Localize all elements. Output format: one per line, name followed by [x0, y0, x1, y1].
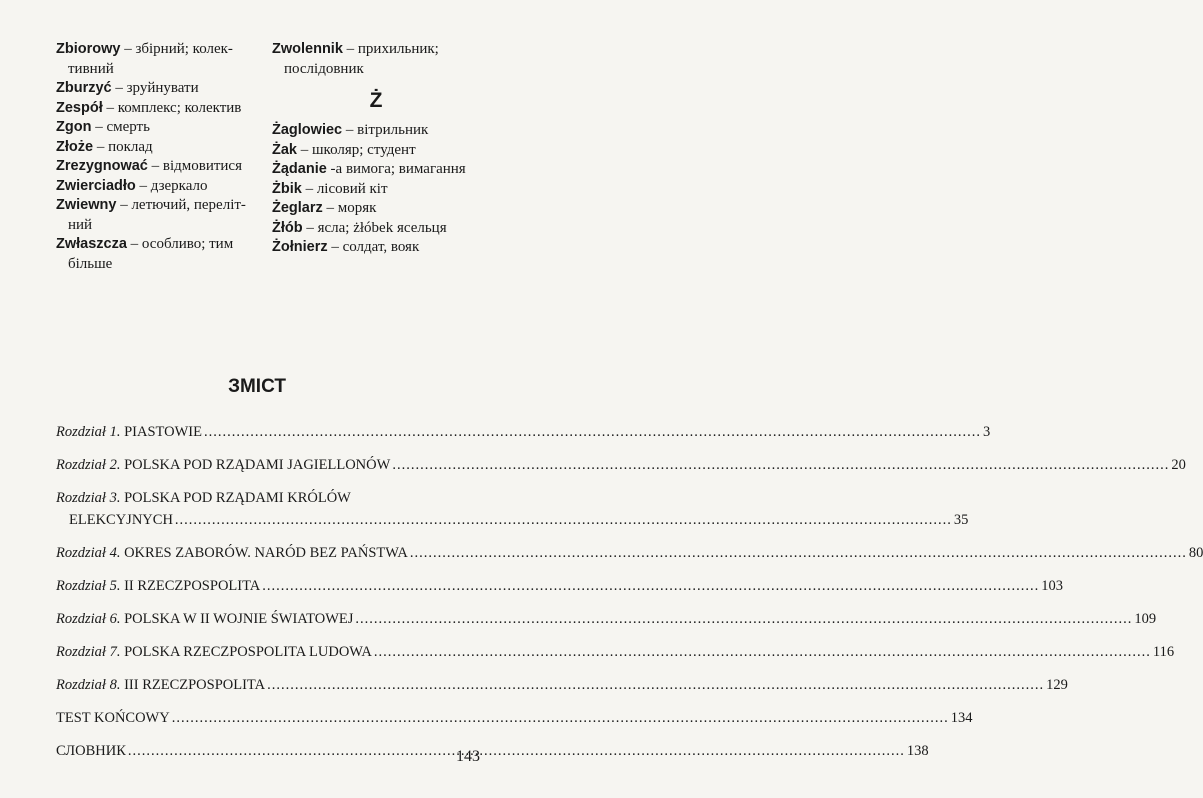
toc-leader-dots: [355, 611, 1132, 628]
toc-page-number: 129: [1046, 677, 1068, 693]
entry-word: Zwierciadło: [56, 177, 136, 194]
toc-section-title: TEST KOŃCOWY: [56, 710, 170, 726]
glossary-entry: [56, 118, 256, 138]
entry-word: Zbiorowy: [56, 41, 121, 57]
toc-entry[interactable]: [56, 578, 1064, 600]
page-number: 143: [456, 748, 480, 765]
toc-section-title: СЛОВНИК: [56, 743, 126, 759]
entry-separator: –: [111, 80, 127, 96]
toc-page-number: 109: [1134, 611, 1157, 627]
toc-entry-lead: [56, 644, 372, 661]
glossary-entry: [56, 138, 256, 158]
entry-word: Żądanie: [272, 161, 327, 177]
entry-separator: –: [302, 219, 318, 236]
entry-word: Zwolennik: [272, 41, 343, 57]
glossary-entry: [272, 180, 480, 200]
entry-word: Zespół: [56, 99, 103, 116]
entry-definition-continued: ний: [68, 216, 93, 233]
toc-leader-dots: [128, 743, 905, 760]
entry-definition: прихильник;: [357, 41, 439, 57]
toc-entry[interactable]: [56, 710, 973, 732]
glossary-entry: [56, 40, 256, 79]
glossary-entry: [272, 40, 480, 79]
toc-entry-lead: [56, 545, 408, 562]
entry-word: Żłób: [272, 219, 303, 236]
entry-definition: моряк: [337, 200, 377, 216]
entry-definition: поклад: [108, 138, 153, 155]
entry-definition: а вимога; вимагання: [335, 161, 466, 177]
toc-leader-dots: [392, 457, 1169, 474]
entry-word: Żaglowiec: [272, 122, 343, 138]
toc-chapter-title: POLSKA POD RZĄDAMI JAGIELLONÓW: [124, 457, 391, 473]
glossary-entry: [56, 79, 256, 99]
entry-separator: –: [93, 138, 109, 155]
entry-separator: –: [297, 141, 312, 158]
entry-separator: –: [342, 122, 358, 138]
toc-chapter-title: PIASTOWIE: [124, 424, 202, 440]
glossary-entry: [272, 121, 480, 141]
toc-title: ЗМІСТ: [228, 376, 286, 397]
entry-definition: вітрильник: [357, 122, 429, 138]
entry-separator: –: [91, 119, 107, 135]
toc-chapter-prefix: Rozdział 7.: [56, 644, 121, 660]
toc-page-number: 80: [1188, 545, 1203, 561]
toc-entry[interactable]: [56, 490, 969, 534]
glossary-entry: [56, 157, 256, 177]
glossary-entry: [56, 99, 256, 119]
entry-separator: –: [126, 236, 142, 252]
toc-chapter-prefix: Rozdział 2.: [56, 457, 121, 473]
entry-word: Żołnierz: [272, 239, 328, 255]
toc-chapter-title: POLSKA RZECZPOSPOLITA LUDOWA: [124, 644, 372, 660]
toc-entry[interactable]: [56, 611, 1157, 633]
entry-separator: –: [327, 239, 343, 255]
toc-entry[interactable]: [56, 644, 1175, 666]
entry-definition: комплекс; колектив: [117, 99, 242, 116]
entry-definition: ясла; żłóbek ясельця: [317, 219, 447, 236]
entry-definition-continued: тивний: [68, 60, 114, 77]
toc-entry[interactable]: [56, 424, 991, 446]
glossary-left-column: [56, 40, 256, 274]
entry-separator: –: [135, 177, 151, 194]
toc-chapter-prefix: Rozdział 6.: [56, 611, 121, 627]
entry-definition: особливо; тим: [141, 236, 234, 252]
entry-separator: –: [102, 99, 118, 116]
entry-definition: дзеркало: [150, 177, 208, 194]
toc-chapter-prefix: Rozdział 3.: [56, 490, 121, 506]
toc-chapter-title: III RZECZPOSPOLITA: [124, 677, 266, 693]
toc-leader-dots: [374, 644, 1151, 661]
toc-leader-dots: [204, 424, 981, 441]
toc-page-number: 134: [950, 710, 973, 726]
glossary-entry: [56, 196, 256, 235]
entry-word: Zwłaszcza: [56, 236, 127, 252]
glossary-entry: [56, 235, 256, 274]
entry-word: Żak: [272, 141, 297, 158]
toc-page-number: 20: [1171, 457, 1186, 473]
entry-word: Zrezygnować: [56, 158, 148, 174]
toc-leader-dots: [175, 512, 952, 529]
entry-separator: –: [342, 41, 358, 57]
entry-definition: солдат, вояк: [342, 239, 420, 255]
entry-definition: лісовий кіт: [316, 180, 388, 197]
entry-definition-continued: послідовник: [284, 60, 364, 77]
toc-chapter-title: OKRES ZABORÓW. NARÓD BEZ PAŃSTWA: [124, 545, 408, 561]
glossary-entry: [272, 238, 480, 258]
entry-definition: збірний; колек-: [135, 41, 233, 57]
glossary-right-column: [272, 40, 480, 258]
toc-page-number: 35: [953, 512, 969, 528]
glossary-entry: [56, 177, 256, 197]
toc-page-number: 116: [1152, 644, 1175, 660]
entry-definition: летючий, переліт-: [131, 197, 246, 213]
glossary-entry: [272, 160, 480, 180]
entry-word: Zgon: [56, 119, 92, 135]
entry-definition: школяр; студент: [312, 141, 416, 158]
toc-entry[interactable]: [56, 743, 929, 765]
toc-entry-lead: [56, 424, 202, 441]
toc-page-number: 3: [982, 424, 991, 440]
toc-entry-lead: [56, 677, 265, 694]
entry-separator: –: [147, 158, 163, 174]
entry-separator: -: [326, 161, 336, 177]
entry-separator: –: [120, 41, 136, 57]
toc-entry[interactable]: [56, 545, 1203, 567]
entry-separator: –: [322, 200, 338, 216]
toc-leader-dots: [262, 578, 1039, 595]
toc-chapter-prefix: Rozdział 4.: [56, 545, 121, 561]
toc-entry[interactable]: [56, 457, 1186, 479]
toc-entry-lead: [56, 611, 353, 628]
toc-chapter-prefix: Rozdział 8.: [56, 677, 121, 693]
toc-page-number: 103: [1041, 578, 1064, 594]
entry-word: Żbik: [272, 180, 302, 197]
toc-entry-second-line: [56, 512, 968, 534]
entry-word: Zburzyć: [56, 80, 112, 96]
toc-chapter-title: POLSKA POD RZĄDAMI KRÓLÓW: [124, 490, 351, 506]
entry-word: Zwiewny: [56, 197, 117, 213]
toc-chapter-prefix: Rozdział 5.: [56, 578, 121, 594]
toc-leader-dots: [267, 677, 1044, 694]
section-letter-heading: Ż: [369, 89, 383, 112]
toc-entry[interactable]: [56, 677, 1068, 699]
entry-separator: –: [301, 180, 317, 197]
toc-chapter-title: POLSKA W II WOJNIE ŚWIATOWEJ: [124, 611, 354, 627]
table-of-contents: [56, 424, 1203, 776]
entry-word: Złoże: [56, 138, 94, 155]
toc-entry-lead: [56, 457, 390, 474]
toc-chapter-title-continued: ELEKCYJNYCH: [69, 512, 173, 528]
glossary-entry: [272, 141, 480, 161]
entry-word: Żeglarz: [272, 200, 323, 216]
toc-chapter-title: II RZECZPOSPOLITA: [124, 578, 261, 594]
entry-definition: відмовитися: [162, 158, 242, 174]
toc-entry-lead: [56, 578, 260, 595]
toc-leader-dots: [410, 545, 1187, 562]
toc-page-number: 138: [906, 743, 929, 759]
entry-separator: –: [116, 197, 132, 213]
toc-leader-dots: [172, 710, 949, 727]
glossary-entry: [272, 219, 480, 239]
entry-definition-continued: більше: [68, 255, 113, 272]
entry-definition: смерть: [106, 119, 150, 135]
entry-definition: зруйнувати: [126, 80, 199, 96]
toc-entry-first-line: [56, 490, 351, 512]
glossary-entry: [272, 199, 480, 219]
toc-chapter-prefix: Rozdział 1.: [56, 424, 121, 440]
